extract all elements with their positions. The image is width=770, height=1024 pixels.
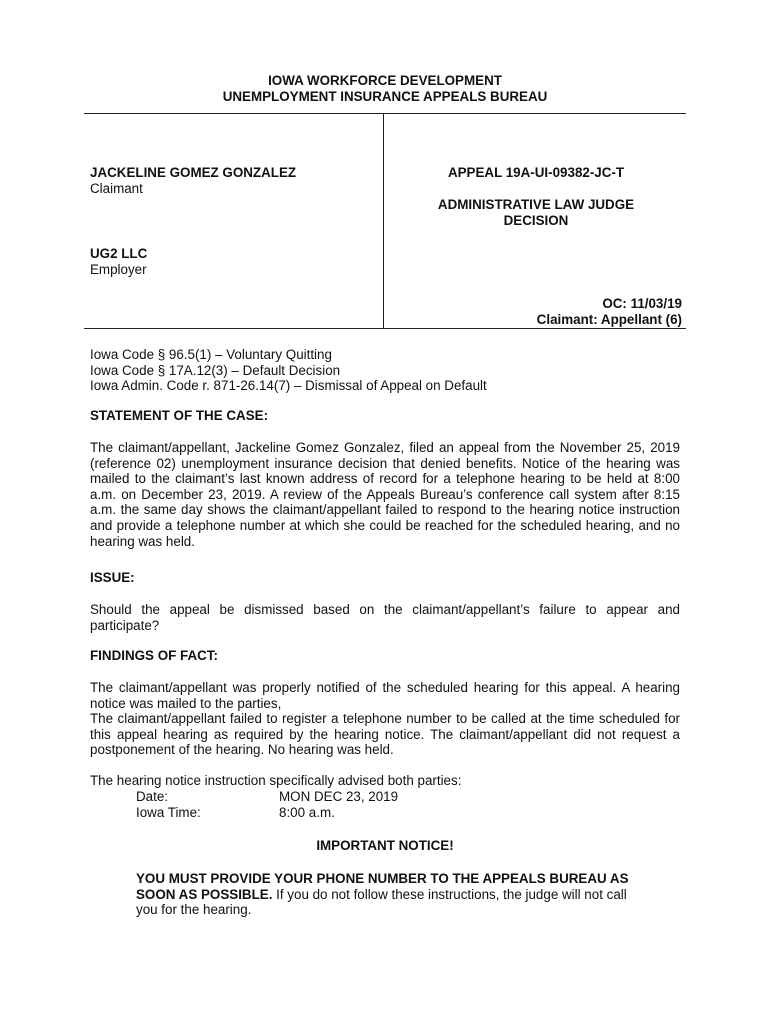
claimant-status: Claimant: Appellant (6) (536, 312, 682, 327)
decision-title-line2: DECISION (503, 213, 569, 228)
notice-regular-text: If you do not follow these instructions, the judge will not call you for the hearing. (136, 886, 627, 918)
caption-divider (383, 113, 384, 328)
code-citations (90, 347, 680, 394)
code-citation: Iowa Admin. Code r. 871-26.14(7) – Dismissal of Appeal on Default (90, 378, 487, 394)
decision-title-line1: ADMINISTRATIVE LAW JUDGE (437, 197, 635, 212)
claimant-role: Claimant (90, 181, 143, 196)
code-citation: Iowa Code § 17A.12(3) – Default Decision (90, 362, 341, 378)
issue-heading: ISSUE: (90, 570, 135, 585)
employer-role: Employer (90, 262, 147, 277)
hearing-date-label: Date: (136, 789, 169, 804)
hearing-time-label: Iowa Time: (136, 805, 201, 820)
notice-text (136, 871, 636, 918)
caption-bottom-rule (84, 328, 686, 329)
claimant-name: JACKELINE GOMEZ GONZALEZ (90, 165, 297, 180)
statement-text: The claimant/appellant, Jackeline Gomez Gonzalez, filed an appeal from the November 25, 2019 (reference 02) unemployment insurance decision that denied benefits. Notice of the hearing was mailed to the claimant’s last known address of record for a telephone hearing to be held at 8:00 a.m. on December 23, 2019. A review of the Appeals Bureau’s conference call system after 8:15 a.m. the same day shows the claimant/appellant failed to respond to the hearing notice instruction and provide a telephone number at which she could be reached for the scheduled hearing, and no hearing was held. (90, 440, 680, 549)
agency-header (0, 73, 770, 104)
caption-top-rule (84, 113, 686, 114)
findings-paragraph-2: The claimant/appellant failed to register a telephone number to be called at the time scheduled for this appeal hearing as required by the hearing notice. The claimant/appellant did not request a postponement of the hearing. No hearing was held. (90, 711, 680, 758)
notice-heading: IMPORTANT NOTICE! (316, 838, 454, 853)
oc-date: OC: 11/03/19 (602, 296, 682, 311)
appeal-number: APPEAL 19A-UI-09382-JC-T (447, 165, 625, 180)
statement-heading: STATEMENT OF THE CASE: (90, 408, 269, 423)
agency-name: IOWA WORKFORCE DEVELOPMENT (268, 73, 502, 88)
issue-text: Should the appeal be dismissed based on the claimant/appellant’s failure to appear and participate? (90, 602, 680, 633)
bureau-name: UNEMPLOYMENT INSURANCE APPEALS BUREAU (222, 88, 548, 104)
hearing-time-row (136, 805, 335, 821)
findings-heading: FINDINGS OF FACT: (90, 648, 218, 663)
hearing-date-row (136, 789, 398, 805)
employer-name: UG2 LLC (90, 246, 148, 261)
code-citation: Iowa Code § 96.5(1) – Voluntary Quitting (90, 347, 332, 362)
findings-paragraph-3: The hearing notice instruction specifically advised both parties: (90, 773, 462, 788)
hearing-time-value: 8:00 a.m. (279, 805, 335, 820)
findings-paragraph-1: The claimant/appellant was properly notified of the scheduled hearing for this appeal. A hearing notice was mailed to the parties, (90, 680, 680, 711)
notice-bold-text: YOU MUST PROVIDE YOUR PHONE NUMBER TO THE APPEALS BUREAU AS SOON AS POSSIBLE. (136, 871, 629, 902)
hearing-date-value: MON DEC 23, 2019 (279, 789, 399, 804)
